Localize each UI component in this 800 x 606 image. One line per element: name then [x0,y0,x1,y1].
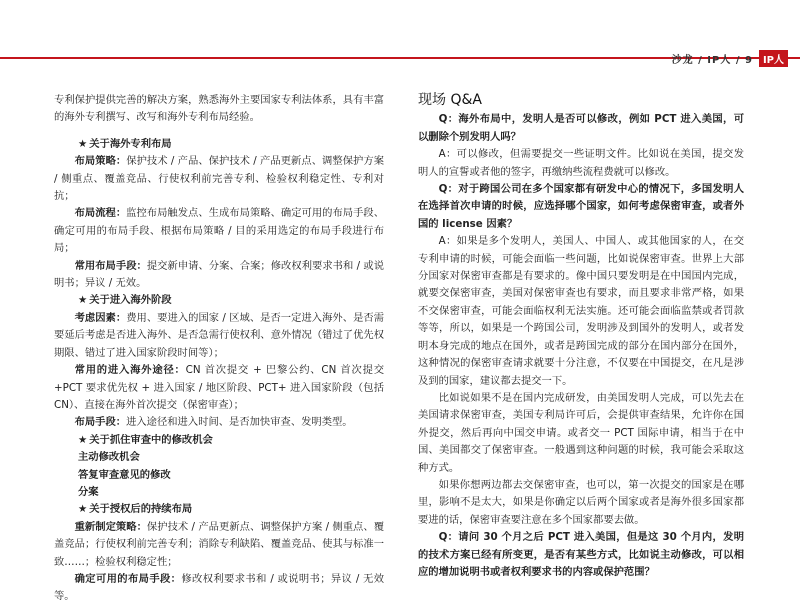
paragraph: 布局手段：进入途径和进入时间、是否加快审查、发明类型。 [74,416,353,429]
left-column [54,92,384,606]
right-column [418,92,744,581]
section-heading: ★ 关于进入海外阶段 [78,294,172,307]
question: Q：请问 30 个月之后 PCT 进入美国，但是这 30 个月内，发明的技术方案已经有所变更，是否有某些方式，比如说主动修改，可以相应的增加说明书或者权利要求书的内容或保护范围？ [418,531,744,578]
paragraph: 重新制定策略：保护技术 / 产品更新点、调整保护方案 / 侧重点、覆盖竞品；行使权利前完善专利；消除专利缺陷、覆盖竞品、使其与标准一致……；检验权利稳定性； [54,520,385,568]
paragraph: 确定可用的布局手段：修改权利要求书和 / 或说明书；异议 / 无效等。 [54,572,385,603]
section-tag: IP人 [759,50,788,67]
paragraph: 布局策略：保护技术 / 产品、保护技术 / 产品更新点、调整保护方案 / 侧重点、覆盖竞品、行使权利前完善专利、检验权利稳定性、专利对抗； [54,155,384,203]
paragraph: 常用的进入海外途径：CN 首次提交 + 巴黎公约、CN 首次提交 +PCT 要求优先权 + 进入国家 / 地区阶段、PCT+ 进入国家阶段（包括 CN）、直接在海外首次提交（保密审查）； [54,364,384,411]
answer: 比如说如果不是在国内完成研发，由美国发明人完成，可以先去在美国请求保密审查，美国专利局许可后，会提供审查结果，允许你在国外提交，然后再向中国交申请。或者交一 PCT 国际申请，相当于在中国、美国都交了保密审查。一般遇到这种问题的时候，我可能会采取这种方式。 [418,391,744,474]
section-heading: ★ 关于海外专利布局 [78,137,172,150]
section-heading: ★ 关于授权后的持续布局 [78,503,193,516]
list-item: 主动修改机会 [78,451,140,464]
paragraph: 考虑因素：费用、要进入的国家 / 区域、是否一定进入海外、是否需要延后考虑是否进入海外、是否急需行使权利、意外情况（错过了优先权期限、错过了进入国家阶段时间等）； [54,311,385,359]
paragraph: 常用布局手段：提交新申请、分案、合案；修改权利要求书和 / 或说明书；异议 / 无效。 [54,259,385,290]
question: Q：海外布局中，发明人是否可以修改，例如 PCT 进入美国，可以删除个别发明人吗？ [418,113,744,143]
running-head [672,50,788,67]
answer: A：如果是多个发明人，美国人、中国人、或其他国家的人，在交专利申请的时候，可能会面临一些问题，比如说保密审查。世界上大部分国家对保密审查都是有要求的。像中国只要发明是在中国国内完成，就要交保密审查，美国对保密审查也有要求，而且要求非常严格，如果不交保密审查，可能会面临权利无法实施。还可能会面临监禁或者罚款等等，所以，如果是一个跨国公司，发明涉及到国外的发明人，或者发明本身完成的地点在国外，或者是跨国完成的部分在国内部分在国外，这种情况的保密审查请求就要十分注意，不仅要在中国提交，在凡是涉及到的国家，建议都去提交一下。 [418,235,744,387]
list-item: 分案 [78,485,99,498]
qa-title: 现场 Q&A [418,92,482,108]
question: Q：对于跨国公司在多个国家都有研发中心的情况下，多国发明人在选择首次申请的时候，应选择哪个国家，如何考虑保密审查，或者外国的 license 因素？ [418,183,744,230]
answer: 如果你想两边都去交保密审查，也可以，第一次提交的国家是在哪里，影响不是太大，如果是你确定以后两个国家或者是海外很多国家都要进的话，保密审查要注意在多个国家都要去做。 [418,478,744,526]
paragraph: 布局流程：监控布局触发点、生成布局策略、确定可用的布局手段、确定可用的布局手段、根据布局策略 / 目的采用选定的布局手段进行布局； [54,207,385,255]
answer: A：可以修改，但需要提交一些证明文件。比如说在美国，提交发明人的宣誓或者他的签字，再缴纳些流程费就可以修改。 [418,148,744,178]
section-heading: ★ 关于抓住审查中的修改机会 [78,433,213,446]
intro-paragraph: 专利保护提供完善的解决方案，熟悉海外主要国家专利法体系，具有丰富的海外专利撰写、改写和海外专利布局经验。 [54,94,384,124]
running-head-text: 沙龙 / IP人 / 9 [671,55,753,66]
list-item: 答复审查意见的修改 [78,468,171,481]
